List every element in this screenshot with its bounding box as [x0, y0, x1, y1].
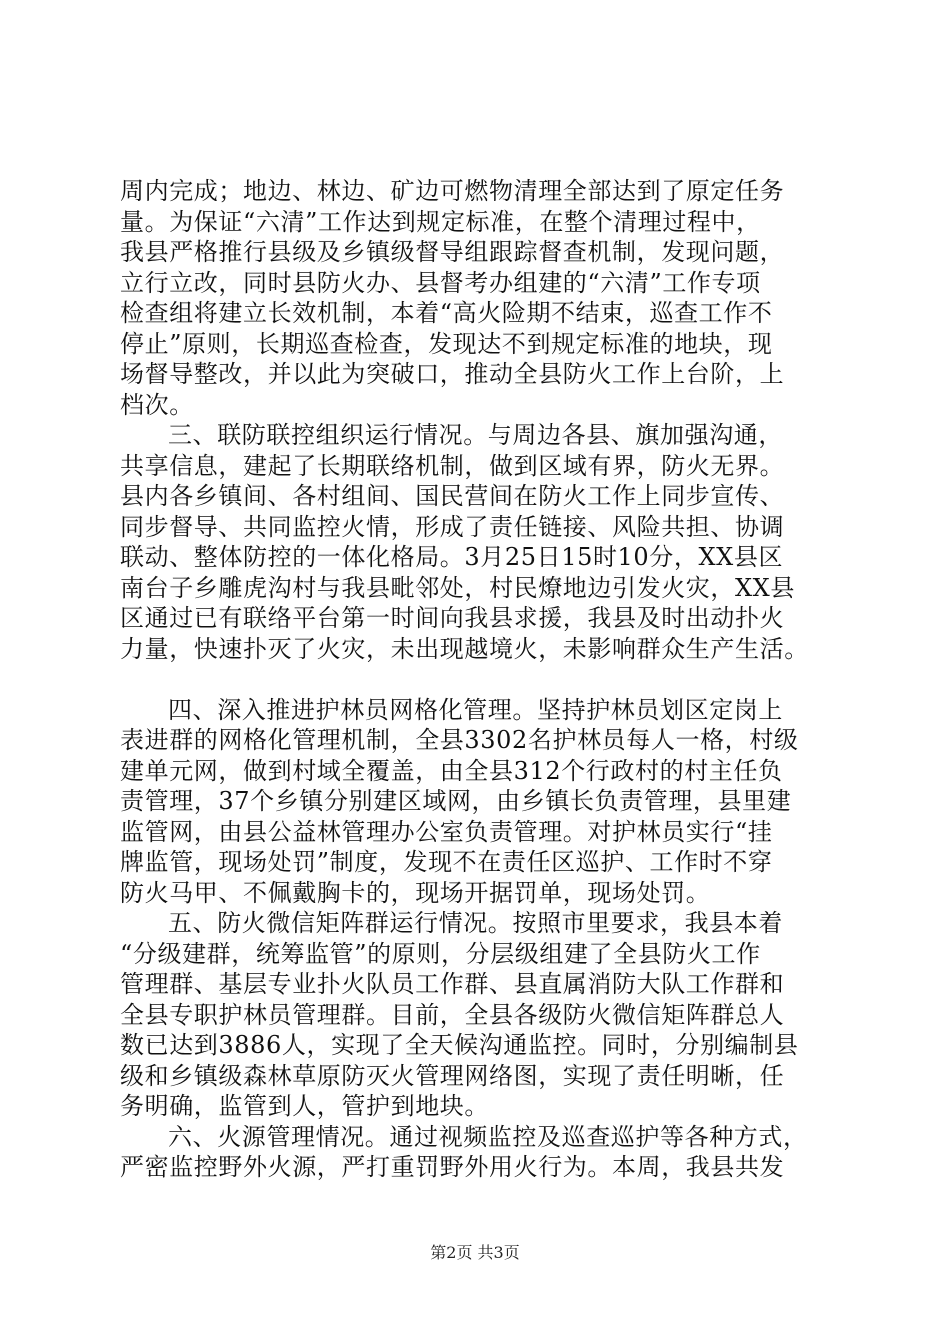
text-line: 检查组将建立长效机制，本着“高火险期不结束，巡查工作不: [120, 299, 773, 327]
text-line: 停止”原则，长期巡查检查，发现达不到规定标准的地块，现: [120, 329, 773, 358]
text-line: “分级建群，统筹监管”的原则，分层级组建了全县防火工作: [120, 939, 761, 968]
text-line: 我县严格推行县级及乡镇级督导组跟踪督查机制，发现问题，: [120, 238, 785, 266]
paragraph: [120, 908, 830, 1122]
text-line: 四、深入推进护林员网格化管理。坚持护林员划区定岗上: [168, 695, 783, 724]
paragraph-gap: [120, 664, 830, 695]
text-line: 联动、整体防控的一体化格局。3月25日15时10分，XX县区: [120, 543, 784, 571]
text-line: 共享信息，建起了长期联络机制，做到区域有界，防火无界。: [120, 451, 785, 480]
text-line: 区通过已有联络平台第一时间向我县求援，我县及时出动扑火: [120, 604, 785, 632]
paragraph: [120, 176, 830, 420]
text-line: 全县专职护林员管理群。目前，全县各级防火微信矩阵群总人: [120, 1000, 785, 1029]
text-line: 周内完成；地边、林边、矿边可燃物清理全部达到了原定任务: [120, 177, 785, 205]
text-line: 县内各乡镇间、各村组间、国民营间在防火工作上同步宣传、: [120, 482, 785, 510]
text-line: 立行立改，同时县防火办、县督考办组建的“六清”工作专项: [120, 268, 761, 297]
text-line: 南台子乡雕虎沟村与我县毗邻处，村民燎地边引发火灾，XX县: [120, 573, 795, 602]
text-line: 三、联防联控组织运行情况。与周边各县、旗加强沟通，: [168, 421, 783, 449]
text-line: 表进群的网格化管理机制，全县3302名护林员每人一格，村级: [120, 726, 799, 754]
text-line: 六、火源管理情况。通过视频监控及巡查巡护等各种方式，: [168, 1122, 808, 1151]
text-line: 务明确，监管到人，管护到地块。: [120, 1092, 489, 1120]
paragraph: [120, 1122, 830, 1183]
text-line: 档次。: [120, 390, 194, 419]
paragraph: [120, 695, 830, 909]
page-footer: 第2页 共3页: [430, 1243, 520, 1262]
text-line: 同步督导、共同监控火情，形成了责任链接、风险共担、协调: [120, 512, 785, 541]
text-line: 力量，快速扑灭了火灾，未出现越境火，未影响群众生产生活。: [120, 634, 809, 663]
text-line: 数已达到3886人，实现了全天候沟通监控。同时，分别编制县: [120, 1031, 799, 1059]
text-line: 牌监管，现场处罚”制度，发现不在责任区巡护、工作时不穿: [120, 848, 773, 876]
text-line: 级和乡镇级森林草原防灭火管理网络图，实现了责任明晰，任: [120, 1061, 785, 1090]
text-line: 严密监控野外火源，严打重罚野外用火行为。本周，我县共发: [120, 1153, 785, 1181]
text-line: 量。为保证“六清”工作达到规定标准，在整个清理过程中，: [120, 207, 761, 236]
text-line: 监管网，由县公益林管理办公室负责管理。对护林员实行“挂: [120, 817, 773, 846]
body-text: [120, 176, 830, 1183]
text-line: 防火马甲、不佩戴胸卡的，现场开据罚单，现场处罚。: [120, 878, 711, 907]
text-line: 责管理，37个乡镇分别建区域网，由乡镇长负责管理，县里建: [120, 787, 792, 815]
text-line: 管理群、基层专业扑火队员工作群、县直属消防大队工作群和: [120, 970, 785, 998]
text-line: 场督导整改，并以此为突破口，推动全县防火工作上台阶，上: [120, 360, 785, 388]
text-line: 建单元网，做到村域全覆盖，由全县312个行政村的村主任负: [120, 756, 783, 785]
paragraph: [120, 420, 830, 664]
text-line: 五、防火微信矩阵群运行情况。按照市里要求，我县本着: [168, 909, 783, 937]
